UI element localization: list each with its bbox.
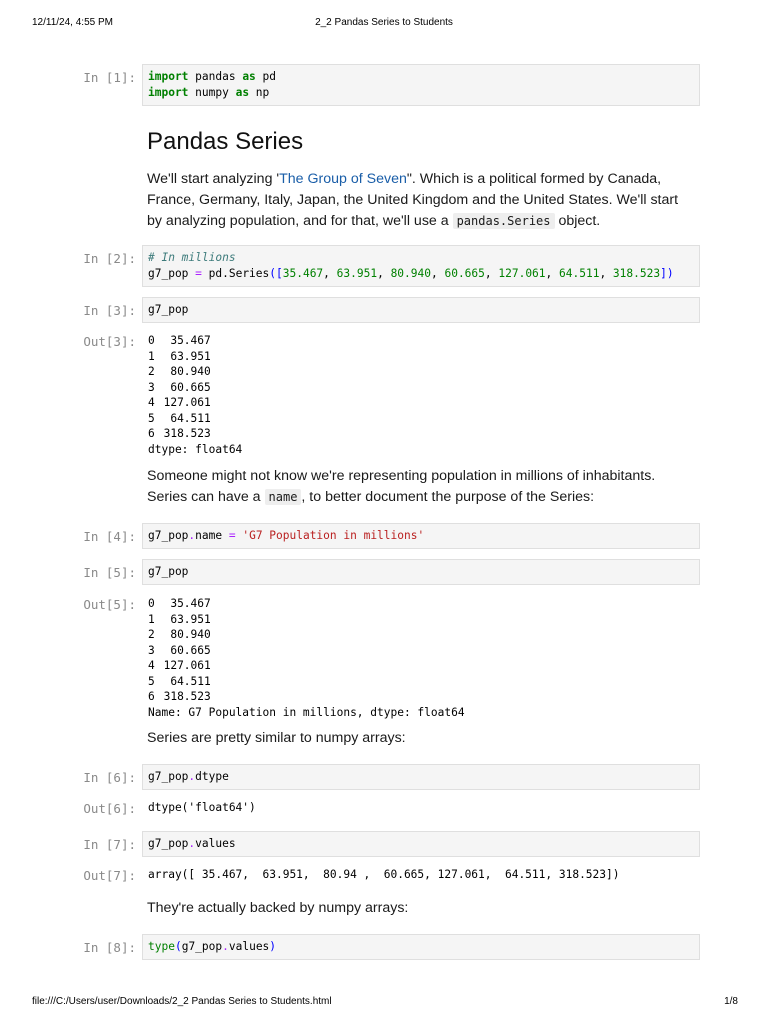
output-prompt: Out[3]: bbox=[83, 334, 136, 349]
series-value: 127.061 bbox=[163, 659, 211, 672]
series-row bbox=[148, 658, 700, 674]
code-comma: , bbox=[484, 267, 499, 280]
code-token: values bbox=[228, 940, 270, 953]
code-builtin: type bbox=[148, 940, 175, 953]
series-value: 80.940 bbox=[170, 365, 211, 378]
code-token: g7_pop bbox=[148, 770, 189, 783]
code-token: g7_pop bbox=[148, 837, 189, 850]
series-row bbox=[148, 333, 700, 349]
series-output bbox=[148, 596, 700, 720]
series-value: 60.665 bbox=[170, 643, 211, 657]
code-token: dtype bbox=[195, 770, 229, 783]
code-number: 63.951 bbox=[336, 267, 378, 280]
code-comma: , bbox=[430, 267, 445, 280]
series-value: 35.467 bbox=[170, 597, 211, 610]
code-token: numpy bbox=[188, 86, 236, 99]
code-token: . bbox=[222, 940, 229, 953]
code-comma: , bbox=[323, 267, 337, 280]
input-prompt: In [2]: bbox=[83, 251, 136, 266]
series-dtype: dtype: float64 bbox=[148, 442, 243, 456]
code-number: 35.467 bbox=[282, 267, 324, 280]
code-token: = bbox=[195, 267, 202, 280]
text-run: Someone might not know we're representing population in millions of inhabitants. Series can have a bbox=[147, 468, 656, 505]
series-value: 318.523 bbox=[163, 690, 211, 703]
code-token: ([ bbox=[269, 267, 283, 280]
series-row bbox=[148, 349, 700, 365]
series-index: 5 bbox=[148, 411, 155, 425]
series-row bbox=[148, 380, 700, 396]
series-value: 63.951 bbox=[170, 349, 211, 363]
series-row bbox=[148, 643, 700, 659]
code-token: np bbox=[249, 86, 270, 99]
code-token: import bbox=[148, 70, 189, 83]
input-prompt: In [3]: bbox=[83, 303, 136, 318]
text-run: object. bbox=[554, 213, 601, 229]
code-token: import bbox=[148, 86, 189, 99]
print-datetime: 12/11/24, 4:55 PM bbox=[32, 17, 113, 28]
series-value: 35.467 bbox=[170, 334, 211, 347]
series-index: 6 bbox=[148, 427, 155, 440]
paragraph: They're actually backed by numpy arrays: bbox=[147, 900, 409, 916]
series-value: 60.665 bbox=[170, 380, 211, 394]
code-token: as bbox=[235, 86, 250, 99]
paragraph bbox=[147, 466, 692, 508]
print-header bbox=[0, 17, 768, 33]
code-input[interactable] bbox=[142, 64, 700, 106]
text-run: We'll start analyzing ' bbox=[147, 171, 280, 187]
input-prompt: In [7]: bbox=[83, 837, 136, 852]
code-comma: , bbox=[599, 267, 613, 280]
code-token: g7_pop bbox=[148, 267, 196, 280]
output-prompt: Out[6]: bbox=[83, 801, 136, 816]
code-input[interactable] bbox=[142, 245, 700, 287]
print-doc-title: 2_2 Pandas Series to Students bbox=[315, 17, 453, 28]
code-string: 'G7 Population in millions' bbox=[235, 529, 425, 542]
series-row bbox=[148, 627, 700, 643]
series-row bbox=[148, 395, 700, 411]
array-output: array([ 35.467, 63.951, 80.94 , 60.665, 127.061, 64.511, 318.523]) bbox=[148, 868, 620, 881]
markdown-cell-3 bbox=[147, 728, 692, 749]
code-comma: , bbox=[377, 267, 391, 280]
series-rows bbox=[148, 333, 700, 442]
text-run: ". Which is a political formed by Canada, France, Germany, Italy, Japan, the United Kingdom and the United States. We'll start by analyzing population, and for that, we'll use a bbox=[147, 171, 679, 229]
code-input[interactable] bbox=[142, 934, 700, 960]
markdown-cell-1 bbox=[147, 127, 692, 232]
print-file-path: file:///C:/Users/user/Downloads/2_2 Pandas Series to Students.html bbox=[32, 996, 332, 1007]
code-token: ) bbox=[269, 940, 277, 953]
input-prompt: In [1]: bbox=[83, 70, 136, 85]
series-value: 64.511 bbox=[170, 411, 211, 425]
print-footer bbox=[0, 996, 768, 1012]
code-token: g7_pop bbox=[148, 529, 189, 542]
code-input[interactable] bbox=[142, 523, 700, 549]
code-number: 318.523 bbox=[612, 267, 661, 280]
inline-code: name bbox=[265, 489, 302, 505]
markdown-cell-4 bbox=[147, 898, 692, 919]
code-token: ]) bbox=[660, 267, 674, 280]
series-row bbox=[148, 426, 700, 442]
series-output bbox=[148, 333, 700, 457]
code-token: g7_pop bbox=[148, 303, 189, 316]
series-index: 3 bbox=[148, 380, 155, 394]
series-dtype: Name: G7 Population in millions, dtype: float64 bbox=[148, 705, 465, 719]
markdown-cell-2 bbox=[147, 466, 692, 508]
input-prompt: In [6]: bbox=[83, 770, 136, 785]
series-row bbox=[148, 364, 700, 380]
series-rows bbox=[148, 596, 700, 705]
text-run: , to better document the purpose of the Series: bbox=[301, 489, 595, 505]
code-token: pandas bbox=[188, 70, 243, 83]
output-prompt: Out[7]: bbox=[83, 868, 136, 883]
series-value: 80.940 bbox=[170, 628, 211, 641]
series-value: 127.061 bbox=[163, 396, 211, 409]
code-token: name bbox=[195, 529, 229, 542]
section-heading: Pandas Series bbox=[147, 128, 304, 155]
code-input[interactable] bbox=[142, 559, 700, 585]
code-token: g7_pop bbox=[148, 565, 189, 578]
code-number: 80.940 bbox=[390, 267, 431, 280]
print-page-number: 1/8 bbox=[724, 996, 738, 1007]
code-input[interactable] bbox=[142, 831, 700, 857]
series-index: 1 bbox=[148, 612, 155, 626]
code-token: pd.Series bbox=[201, 267, 270, 280]
series-row bbox=[148, 689, 700, 705]
inline-code: pandas.Series bbox=[453, 213, 555, 229]
code-token: ( bbox=[174, 940, 182, 953]
series-row bbox=[148, 411, 700, 427]
code-number: 60.665 bbox=[444, 267, 485, 280]
series-index: 2 bbox=[148, 628, 155, 641]
code-token: . bbox=[188, 529, 196, 542]
series-index: 0 bbox=[148, 334, 155, 347]
series-index: 1 bbox=[148, 349, 155, 363]
series-value: 63.951 bbox=[170, 612, 211, 626]
series-row bbox=[148, 612, 700, 628]
code-token: pd bbox=[255, 70, 277, 83]
code-token: . bbox=[188, 837, 196, 850]
paragraph bbox=[147, 169, 692, 232]
dtype-output: dtype('float64') bbox=[148, 801, 256, 814]
series-value: 318.523 bbox=[163, 427, 211, 440]
series-index: 4 bbox=[148, 396, 155, 409]
series-index: 3 bbox=[148, 643, 155, 657]
paragraph: Series are pretty similar to numpy arrays: bbox=[147, 730, 406, 746]
output-prompt: Out[5]: bbox=[83, 597, 136, 612]
code-values bbox=[283, 267, 660, 280]
code-token: values bbox=[195, 837, 236, 850]
series-index: 6 bbox=[148, 690, 155, 703]
code-input[interactable] bbox=[142, 297, 700, 323]
series-index: 5 bbox=[148, 674, 155, 688]
code-number: 64.511 bbox=[559, 267, 600, 280]
series-row bbox=[148, 596, 700, 612]
code-number: 127.061 bbox=[498, 267, 546, 280]
g7-link[interactable]: The Group of Seven bbox=[279, 171, 407, 187]
series-row bbox=[148, 674, 700, 690]
series-value: 64.511 bbox=[170, 674, 211, 688]
input-prompt: In [8]: bbox=[83, 940, 136, 955]
code-token: = bbox=[228, 529, 236, 542]
input-prompt: In [5]: bbox=[83, 565, 136, 580]
code-comma: , bbox=[545, 267, 560, 280]
code-token: g7_pop bbox=[181, 940, 223, 953]
code-comment: # In millions bbox=[148, 251, 236, 264]
series-index: 4 bbox=[148, 659, 155, 672]
series-index: 2 bbox=[148, 365, 155, 378]
code-input[interactable] bbox=[142, 764, 700, 790]
code-token: as bbox=[242, 70, 256, 83]
code-token: . bbox=[188, 770, 196, 783]
series-index: 0 bbox=[148, 597, 155, 610]
input-prompt: In [4]: bbox=[83, 529, 136, 544]
